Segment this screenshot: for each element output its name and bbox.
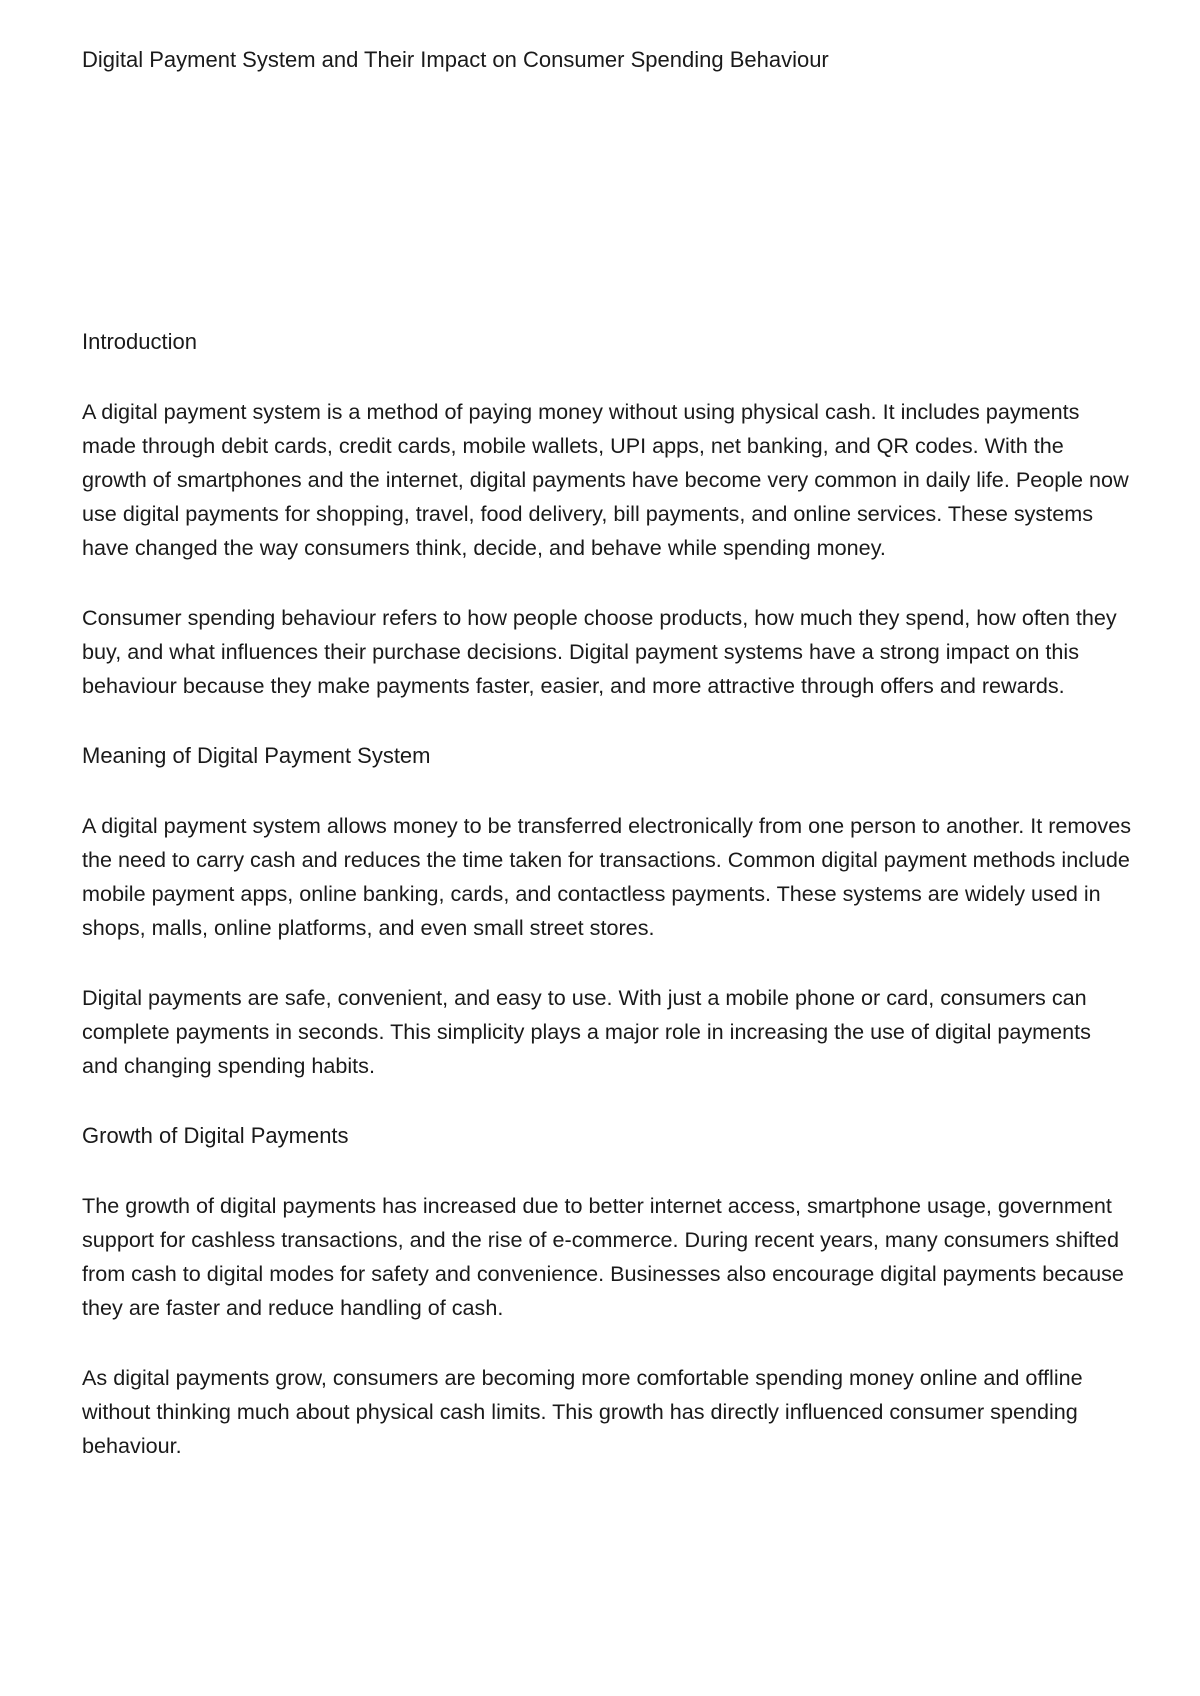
section-heading: Meaning of Digital Payment System: [82, 743, 431, 768]
document-title: Digital Payment System and Their Impact on Consumer Spending Behaviour: [82, 47, 829, 72]
section-meaning: [82, 739, 1132, 1083]
document-body: [82, 325, 1132, 1499]
paragraph: Consumer spending behaviour refers to how people choose products, how much they spend, how often they buy, and what influences their purchase decisions. Digital payment systems have a strong impact on this behaviour because they make payments faster, easier, and more attractive through offers and rewards.: [82, 605, 1117, 698]
paragraph: As digital payments grow, consumers are becoming more comfortable spending money online and offline without thinking much about physical cash limits. This growth has directly influenced consumer spending behaviour.: [82, 1365, 1083, 1458]
section-growth: [82, 1119, 1132, 1463]
section-heading: Introduction: [82, 329, 197, 354]
paragraph: A digital payment system allows money to be transferred electronically from one person to another. It removes the need to carry cash and reduces the time taken for transactions. Common digital payment methods include mobile payment apps, online banking, cards, and contactless payments. These systems are widely used in shops, malls, online platforms, and even small street stores.: [82, 813, 1132, 940]
section-heading: Growth of Digital Payments: [82, 1123, 349, 1148]
paragraph: Digital payments are safe, convenient, and easy to use. With just a mobile phone or card, consumers can complete payments in seconds. This simplicity plays a major role in increasing the use of digital payments and changing spending habits.: [82, 985, 1091, 1078]
section-introduction: [82, 325, 1132, 703]
paragraph: A digital payment system is a method of paying money without using physical cash. It includes payments made through debit cards, credit cards, mobile wallets, UPI apps, net banking, and QR codes. With the growth of smartphones and the internet, digital payments have become very common in daily life. People now use digital payments for shopping, travel, food delivery, bill payments, and online services. These systems have changed the way consumers think, decide, and behave while spending money.: [82, 399, 1129, 560]
paragraph: The growth of digital payments has increased due to better internet access, smartphone usage, government support for cashless transactions, and the rise of e-commerce. During recent years, many consumers shifted from cash to digital modes for safety and convenience. Businesses also encourage digital payments because they are faster and reduce handling of cash.: [82, 1193, 1124, 1320]
